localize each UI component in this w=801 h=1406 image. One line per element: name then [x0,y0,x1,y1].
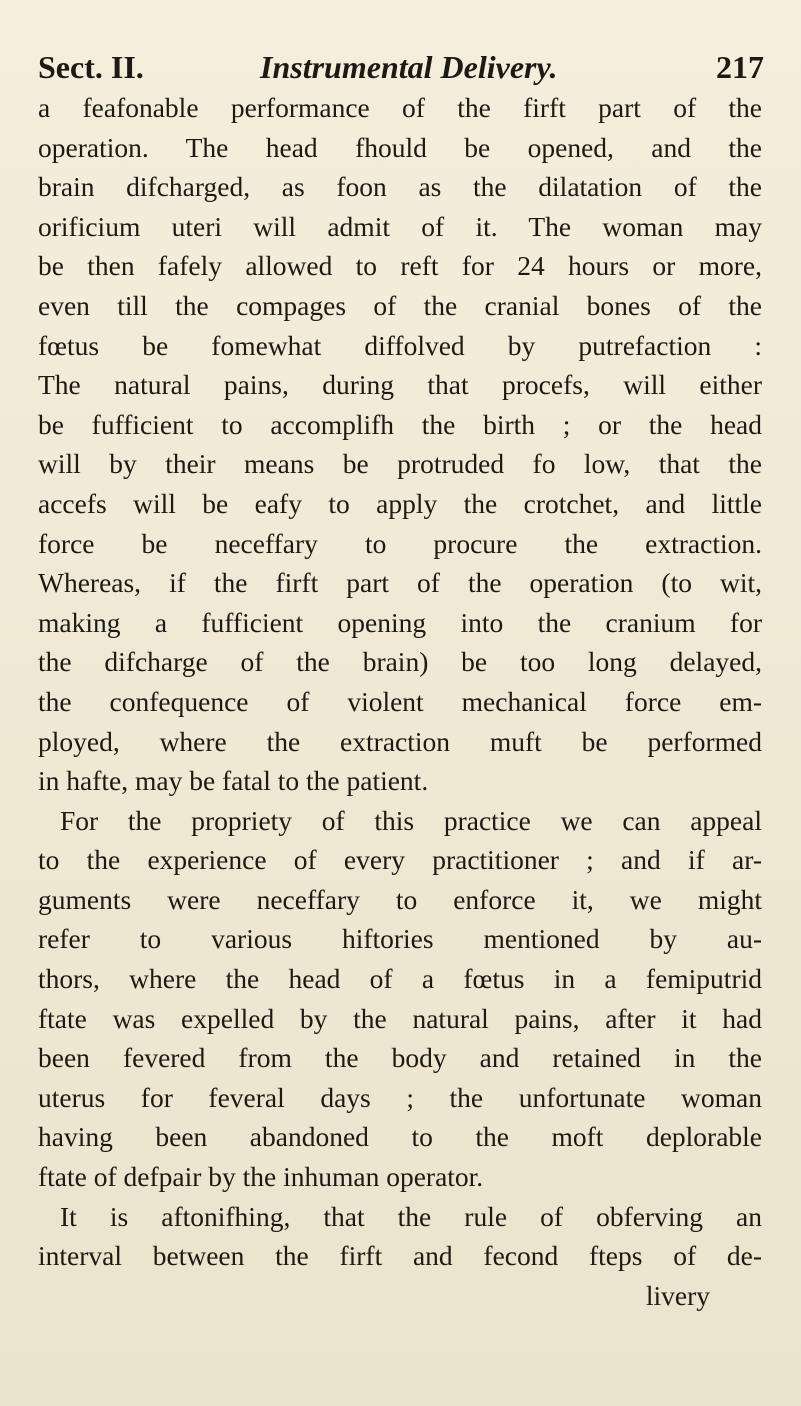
text-line: even till the compages of the cranial bones of the [38,289,762,321]
catchword: livery [645,1279,710,1311]
text-line: ployed, where the extraction muft be performed [38,725,762,757]
page-number: 217 [716,49,764,85]
text-line: accefs will be eafy to apply the crotchet, and little [38,487,762,519]
text-line: to the experience of every practitioner ; and if ar- [38,844,762,876]
text-line: For the propriety of this practice we can appeal [60,804,762,836]
text-line: The natural pains, during that procefs, will either [38,369,762,401]
text-line: operation. The head fhould be opened, and the [38,131,762,163]
text-line: ftate of defpair by the inhuman operator. [38,1161,484,1193]
text-line: ftate was expelled by the natural pains, after it had [38,1002,762,1034]
text-line: interval between the firft and fecond fteps of de- [38,1240,762,1272]
text-line: brain difcharged, as foon as the dilatation of the [38,171,762,203]
text-line: a feafonable performance of the firft part of the [38,92,762,123]
text-line: will by their means be protruded fo low, that the [38,448,762,480]
body-text [38,88,762,1315]
text-line: the difcharge of the brain) be too long delayed, [38,646,762,678]
text-line: the confequence of violent mechanical force em- [38,685,762,717]
running-head [38,42,764,92]
text-line: refer to various hiftories mentioned by au- [38,923,762,955]
text-line: having been abandoned to the moft deplorable [38,1121,762,1153]
text-line: It is aftonifhing, that the rule of obferving an [60,1200,762,1232]
text-line: be then fafely allowed to reft for 24 hours or more, [38,250,762,282]
section-label: Sect. II. [38,49,144,85]
text-line: making a fufficient opening into the cranium for [38,606,762,638]
text-line: uterus for feveral days ; the unfortunate woman [38,1081,762,1113]
text-line: orificium uteri will admit of it. The woman may [38,210,762,242]
text-line: thors, where the head of a fœtus in a femiputrid [38,963,762,995]
text-line: guments were neceffary to enforce it, we might [38,883,762,915]
text-line: Whereas, if the firft part of the operation (to wit, [38,567,762,599]
text-line: been fevered from the body and retained in the [38,1042,762,1074]
text-line: fœtus be fomewhat diffolved by putrefaction : [38,329,762,361]
text-line: be fufficient to accomplifh the birth ; or the head [38,408,762,440]
running-title: Instrumental Delivery. [260,49,558,85]
text-line: force be neceffary to procure the extraction. [38,527,762,559]
text-line: in hafte, may be fatal to the patient. [38,765,429,797]
